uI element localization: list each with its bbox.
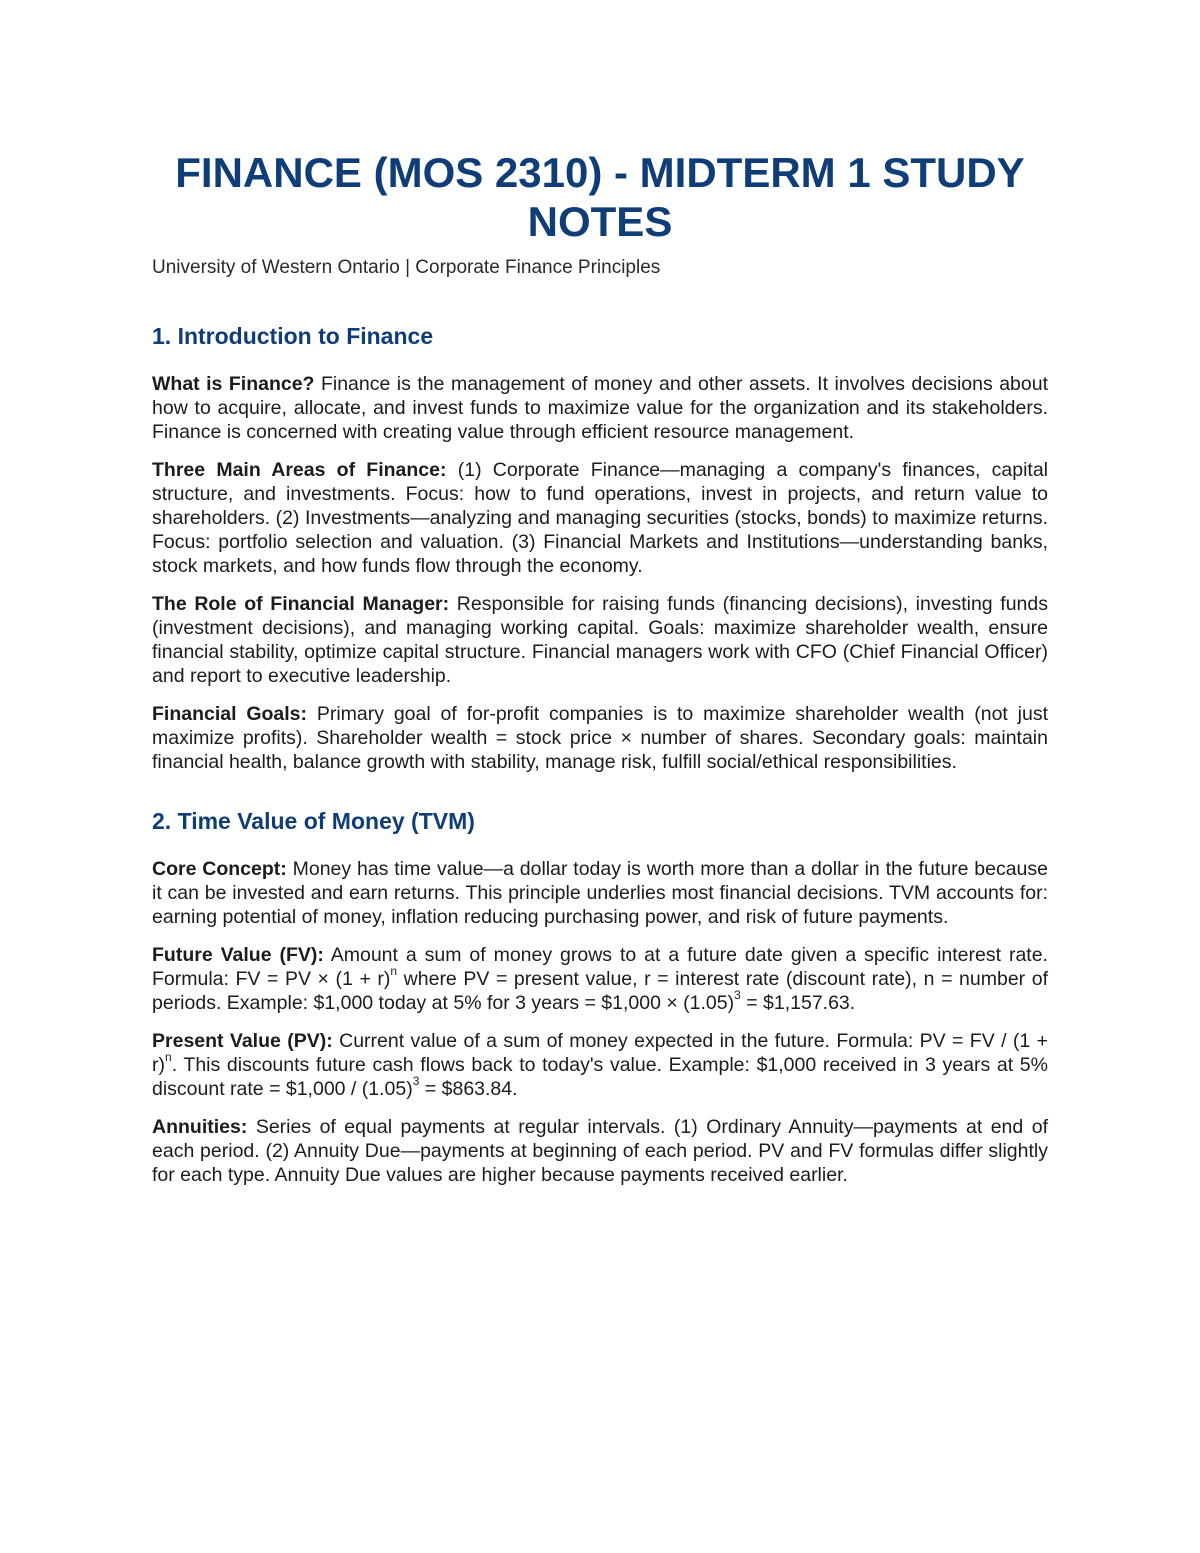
document-title: FINANCE (MOS 2310) - MIDTERM 1 STUDY NOTES	[175, 149, 1025, 245]
section-heading: 2. Time Value of Money (TVM)	[152, 808, 475, 834]
paragraph-term: What is Finance?	[152, 373, 315, 395]
paragraph-text: (1) Corporate Finance—managing a company's finances, capital structure, and investments. Focus: how to fund operations, invest in projects, and return value to shareholders. (2) Investments—analyzing and managing securities (stocks, bonds) to maximize returns. Focus: portfolio selection and valuation. (3) Financial Markets and Institutions—understanding banks, stock markets, and how funds flow through the economy.	[152, 459, 1048, 577]
paragraph-term: Future Value (FV):	[152, 944, 324, 966]
paragraph-text: = $863.84.	[419, 1078, 518, 1100]
paragraph-term: Annuities:	[152, 1116, 248, 1138]
paragraph-text: Finance is the management of money and other assets. It involves decisions about how to acquire, allocate, and invest funds to maximize value for the organization and its stakeholders. Finance is concerned with creating value through efficient resource management.	[152, 373, 1048, 443]
document-subtitle: University of Western Ontario | Corporate Finance Principles	[152, 257, 661, 278]
paragraph-what-is-finance	[152, 372, 1048, 444]
paragraph-core-concept	[152, 857, 1048, 929]
paragraph-text: = $1,157.63.	[740, 992, 856, 1014]
paragraph-term: The Role of Financial Manager:	[152, 593, 450, 615]
document-page	[152, 148, 1048, 1187]
paragraph-annuities	[152, 1115, 1048, 1187]
paragraph-text: Amount a sum of money grows to at a future date given a specific interest rate. Formula: FV = PV × (1 + r)	[152, 944, 1048, 990]
paragraph-term: Financial Goals:	[152, 703, 308, 725]
paragraph-text: Series of equal payments at regular intervals. (1) Ordinary Annuity—payments at end of each period. (2) Annuity Due—payments at beginning of each period. PV and FV formulas differ slightly for each type. Annuity Due values are higher because payments received earlier.	[152, 1116, 1048, 1186]
paragraph-term: Three Main Areas of Finance:	[152, 459, 447, 481]
section-time-value-of-money	[152, 807, 1048, 1187]
paragraph-present-value	[152, 1029, 1048, 1101]
paragraph-text: . This discounts future cash flows back to today's value. Example: $1,000 received in 3 years at 5% discount rate = $1,000 / (1.05)	[152, 1054, 1048, 1100]
section-heading: 1. Introduction to Finance	[152, 323, 434, 349]
paragraph-three-main-areas	[152, 458, 1048, 578]
exponent-3: 3	[412, 1073, 420, 1088]
paragraph-financial-goals	[152, 702, 1048, 774]
exponent-3: 3	[734, 987, 741, 1002]
section-introduction	[152, 322, 1048, 774]
paragraph-future-value	[152, 943, 1048, 1015]
paragraph-text: where PV = present value, r = interest rate (discount rate), n = number of periods. Example: $1,000 today at 5% for 3 years = $1,000 × (1.05)	[152, 968, 1049, 1014]
exponent-n: n	[165, 1049, 172, 1064]
paragraph-text: Current value of a sum of money expected in the future. Formula: PV = FV / (1 + r)	[152, 1030, 1048, 1076]
paragraph-term: Core Concept:	[152, 858, 287, 880]
paragraph-text: Money has time value—a dollar today is worth more than a dollar in the future because it can be invested and earn returns. This principle underlies most financial decisions. TVM accounts for: earning potential of money, inflation reducing purchasing power, and risk of future payments.	[152, 858, 1048, 928]
paragraph-term: Present Value (PV):	[152, 1030, 333, 1052]
paragraph-text: Responsible for raising funds (financing decisions), investing funds (investment decisions), and managing working capital. Goals: maximize shareholder wealth, ensure financial stability, optimize capital structure. Financial managers work with CFO (Chief Financial Officer) and report to executive leadership.	[152, 593, 1048, 687]
paragraph-text: Primary goal of for-profit companies is to maximize shareholder wealth (not just maximize profits). Shareholder wealth = stock price × number of shares. Secondary goals: maintain financial health, balance growth with stability, manage risk, fulfill social/ethical responsibilities.	[152, 703, 1048, 773]
exponent-n: n	[390, 963, 398, 978]
paragraph-role-financial-manager	[152, 592, 1048, 688]
